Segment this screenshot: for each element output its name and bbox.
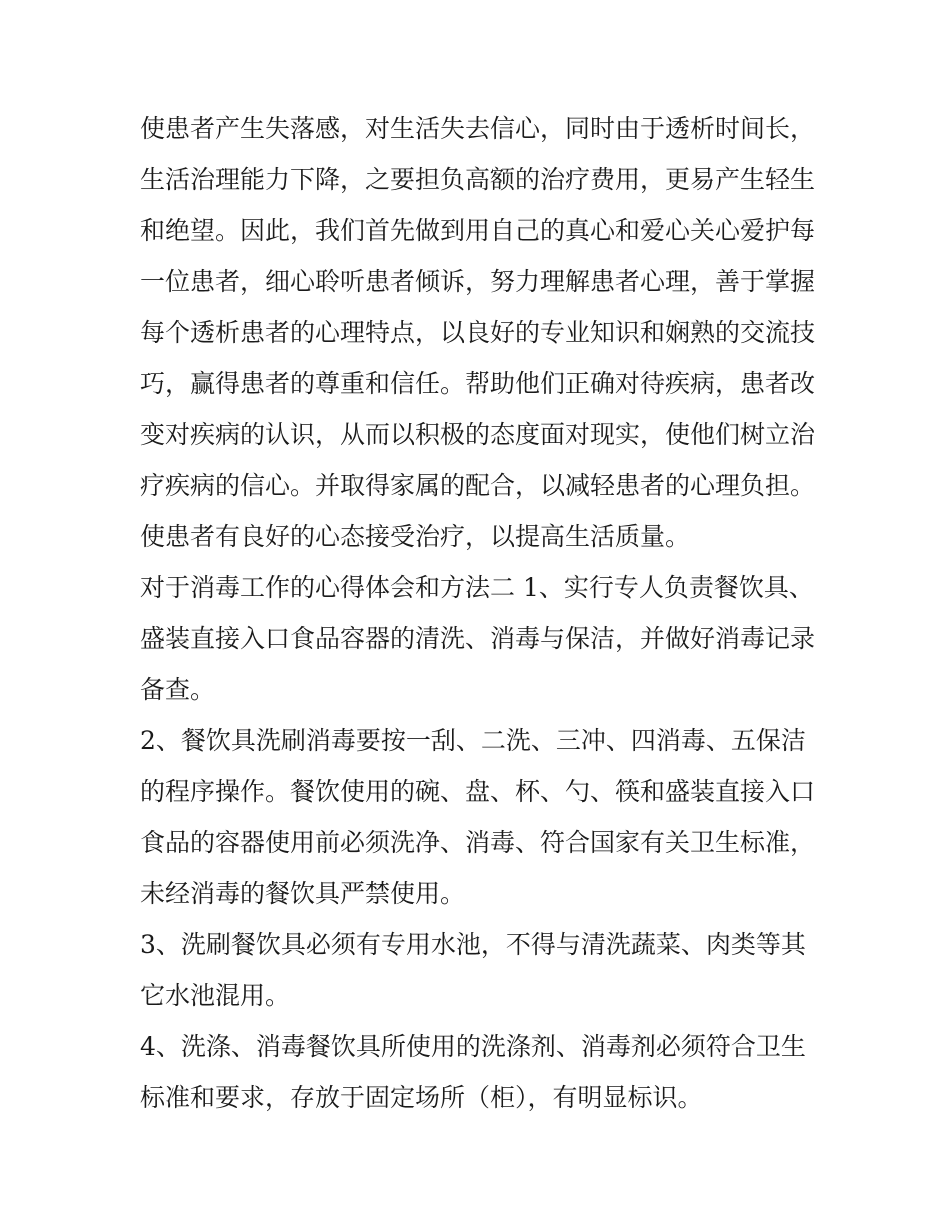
text-line: 2、餐饮具洗刷消毒要按一刮、二洗、三冲、四消毒、五保洁 <box>140 726 806 755</box>
text-line: 疗疾病的信心。并取得家属的配合，以减轻患者的心理负担。 <box>140 471 816 500</box>
text-line: 未经消毒的餐饮具严禁使用。 <box>140 879 466 908</box>
text-line: 标准和要求，存放于固定场所（柜），有明显标识。 <box>140 1083 703 1112</box>
text-line: 使患者有良好的心态接受治疗，以提高生活质量。 <box>140 522 691 551</box>
text-line: 它水池混用。 <box>140 981 291 1010</box>
text-line: 使患者产生失落感，对生活失去信心，同时由于透析时间长， <box>140 114 816 143</box>
text-line: 盛装直接入口食品容器的清洗、消毒与保洁，并做好消毒记录 <box>140 624 816 653</box>
text-line: 每个透析患者的心理特点，以良好的专业知识和娴熟的交流技 <box>140 318 816 347</box>
text-line: 和绝望。因此，我们首先做到用自己的真心和爱心关心爱护每 <box>140 216 816 245</box>
text-line: 对于消毒工作的心得体会和方法二 1、实行专人负责餐饮具、 <box>140 573 814 602</box>
text-line: 的程序操作。餐饮使用的碗、盘、杯、勺、筷和盛装直接入口 <box>140 777 816 806</box>
text-line: 备查。 <box>140 675 216 704</box>
text-line: 食品的容器使用前必须洗净、消毒、符合国家有关卫生标准， <box>140 828 816 857</box>
text-line: 变对疾病的认识，从而以积极的态度面对现实，使他们树立治 <box>140 420 816 449</box>
text-line: 4、洗涤、消毒餐饮具所使用的洗涤剂、消毒剂必须符合卫生 <box>140 1032 806 1061</box>
document-body <box>140 103 820 1123</box>
text-line: 生活治理能力下降，之要担负高额的治疗费用，更易产生轻生 <box>140 165 816 194</box>
text-line: 巧，赢得患者的尊重和信任。帮助他们正确对待疾病，患者改 <box>140 369 816 398</box>
text-line: 一位患者，细心聆听患者倾诉，努力理解患者心理，善于掌握 <box>140 267 816 296</box>
text-line: 3、洗刷餐饮具必须有专用水池，不得与清洗蔬菜、肉类等其 <box>140 930 806 959</box>
